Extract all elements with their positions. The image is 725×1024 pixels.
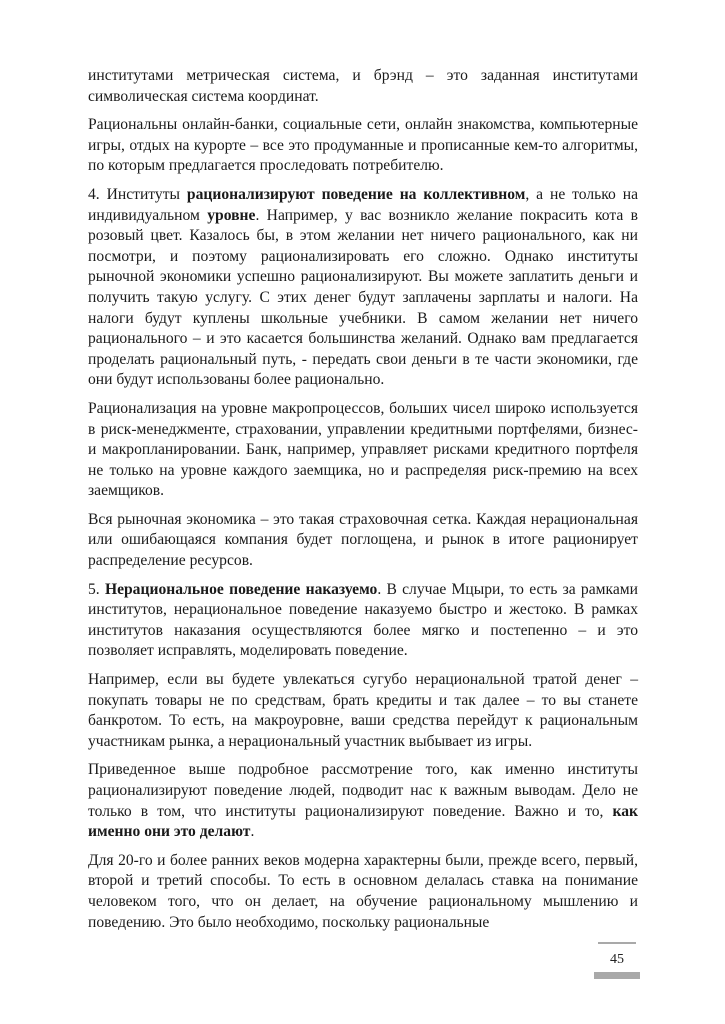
page-number: 45 (610, 952, 624, 967)
paragraph-text: Рационализация на уровне макропроцессов, больших чисел широко используется в риск-менеджменте, страховании, управлении кредитными портфелями, бизнес- и макропланировании. Банк, например, управляет рисками кредитного портфеля не только на уровне каждого заемщика, но и распределяя риск-премию на всех заемщиков. (88, 399, 638, 500)
bold-emphasis: рационализируют поведение на коллективном (186, 185, 526, 203)
bold-emphasis: как именно они это делают (88, 802, 638, 841)
paragraph (88, 66, 638, 107)
page-footer (594, 942, 640, 979)
paragraph (88, 399, 638, 502)
bold-emphasis: уровне (207, 206, 256, 224)
paragraph (88, 760, 638, 842)
paragraph-text: Приведенное выше подробное рассмотрение того, как именно институты рационализируют поведение людей, подводит нас к важным выводам. Дело не только в том, что институты рационализируют поведение. Важно и то, (88, 761, 638, 820)
paragraph-text: 4. Институты (88, 185, 187, 203)
paragraph-text: Вся рыночная экономика – это такая страховочная сетка. Каждая нерациональная или ошибающаяся компания будет поглощена, и рынок в итоге рационирует распределение ресурсов. (88, 510, 638, 570)
bold-emphasis: Нерациональное поведение наказуемо (104, 580, 378, 598)
paragraph-text: Например, если вы будете увлекаться сугубо нерациональной тратой денег – покупать товары не по средствам, брать кредиты и так далее – то вы станете банкротом. То есть, на макроуровне, ваши средства перейдут к рациональным участникам рынка, а нерациональный участник выбывает из игры. (88, 671, 638, 750)
paragraph-text: . В случае Мцыри, то есть за рамками институтов, нерациональное поведение наказуемо быстро и жестоко. В рамках институтов наказания осуществляются более мягко и постепенно – и это позволяет исправлять, моделировать поведение. (88, 580, 638, 660)
paragraph-text: Для 20-го и более ранних веков модерна характерны были, прежде всего, первый, второй и третий способы. То есть в основном делалась ставка на понимание человеком того, что он делает, на обучение рациональному мышлению и поведению. Это было необходимо, поскольку рациональные (88, 851, 638, 931)
paragraph (88, 185, 638, 391)
paragraph (88, 115, 638, 177)
footer-bar (594, 972, 640, 979)
paragraph (88, 670, 638, 752)
paragraph (88, 580, 638, 662)
paragraph-text: институтами метрическая система, и брэнд – это заданная институтами символическая система координат. (88, 67, 638, 105)
paragraph-text: 5. (88, 580, 105, 598)
paragraph-text: , а не только на индивидуальном (88, 185, 638, 224)
paragraph (88, 510, 638, 572)
paragraph-text: . (250, 823, 255, 841)
paragraph-text: . Например, у вас возникло желание покрасить кота в розовый цвет. Казалось бы, в этом желании нет ничего рационального, как ни посмотри, и поэтому рационализировать его сложно. Однако институты рыночной экономики успешно рационализируют. Вы можете заплатить деньги и получить такую услугу. С этих денег будут заплачены зарплаты и налоги. На налоги будут куплены школьные учебники. В самом желании нет ничего рационального – и это касается большинства желаний. Однако вам предлагается проделать рациональный путь, - передать свои деньги в те части экономики, где они будут использованы более рационально. (88, 206, 638, 389)
paragraph-text: Рациональны онлайн-банки, социальные сети, онлайн знакомства, компьютерные игры, отдых на курорте – все это продуманные и прописанные кем-то алгоритмы, по которым предлагается проследовать потребителю. (88, 116, 638, 175)
page-body (88, 66, 638, 941)
paragraph (88, 851, 638, 933)
